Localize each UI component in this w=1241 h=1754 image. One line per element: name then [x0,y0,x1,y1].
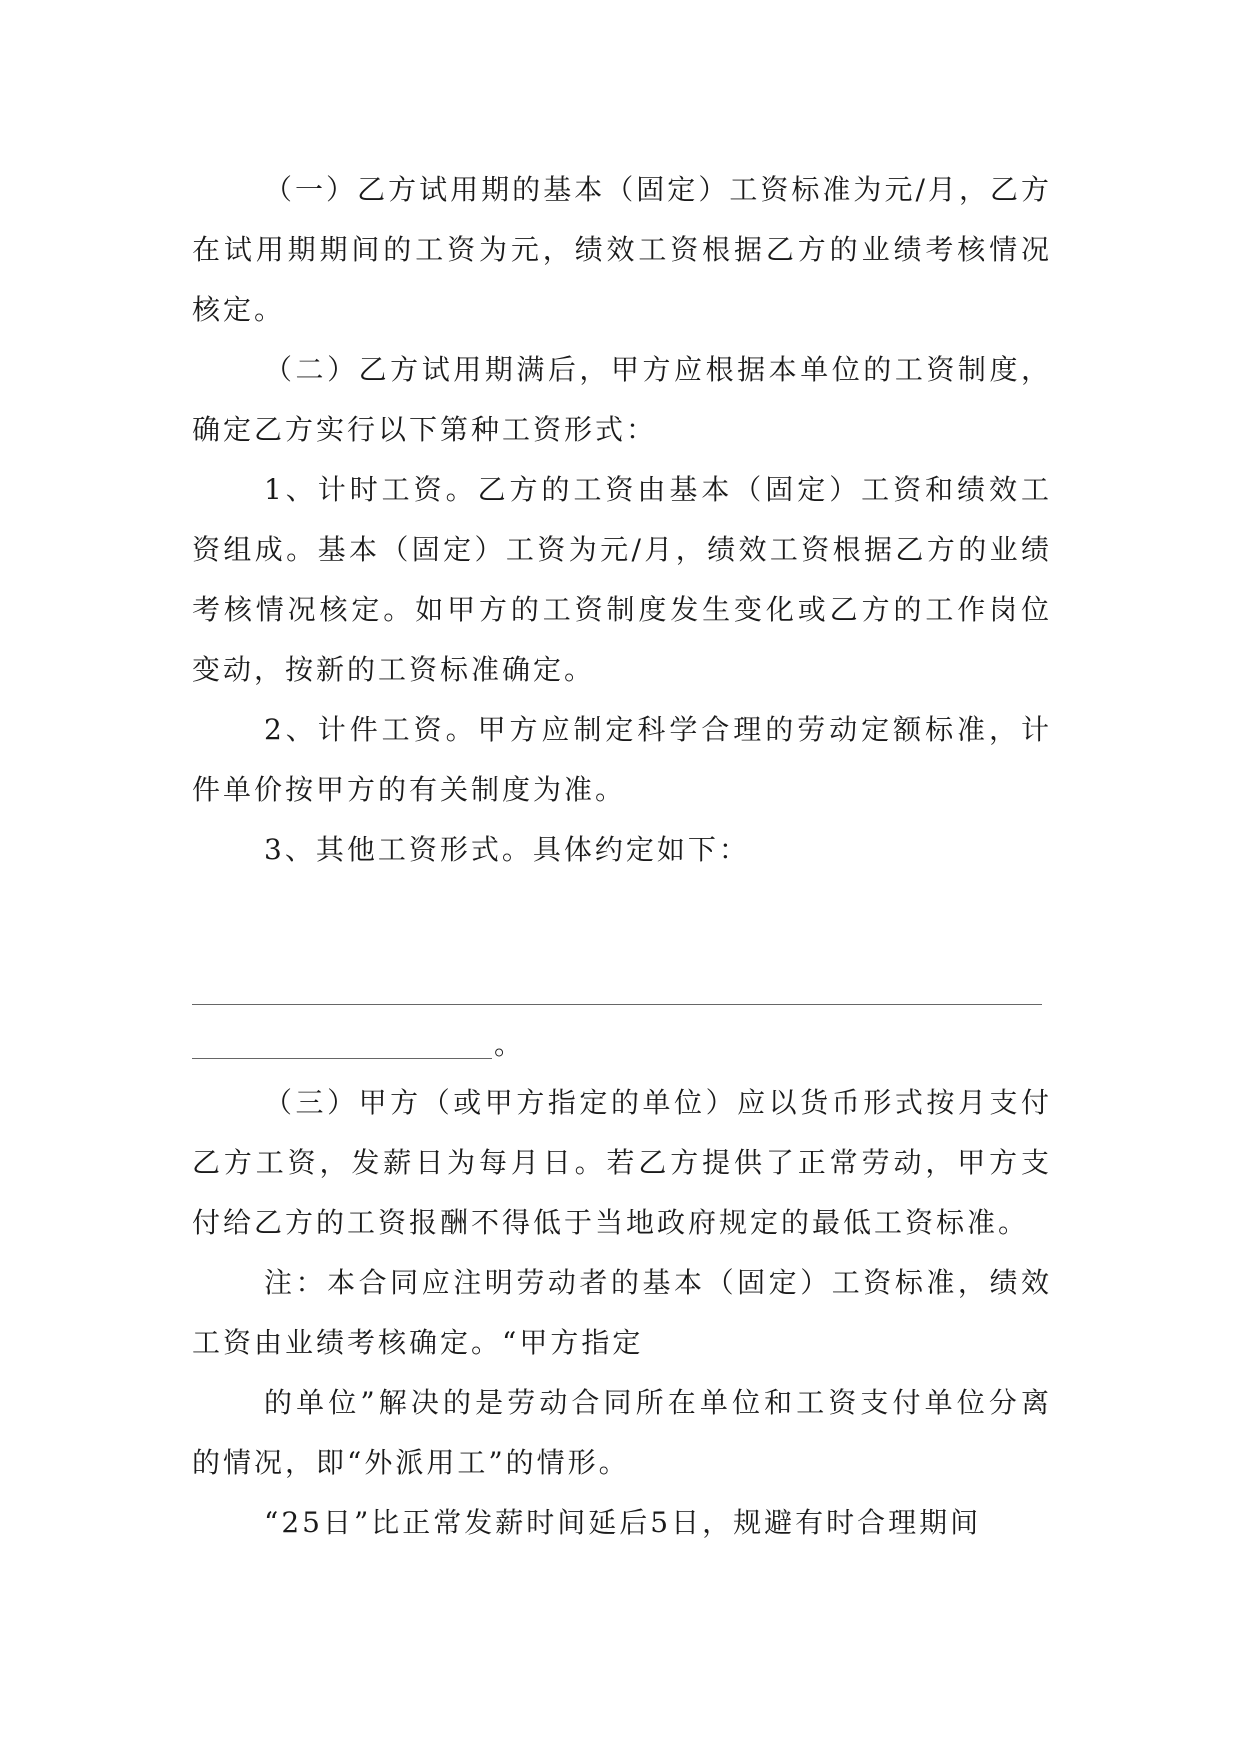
fill-in-line-period: 。 [494,1028,523,1061]
paragraph-payday: “25日”比正常发薪时间延后5日，规避有时合理期间 [264,1506,982,1539]
fill-in-line-short [192,1030,492,1059]
fill-in-line-short-row [192,1005,1052,1059]
paragraph-wage-form: （二）乙方试用期满后，甲方应根据本单位的工资制度，确定乙方实行以下第种工资形式： [192,353,1052,446]
blank-space [192,880,1052,968]
paragraph-note: 注：本合同应注明劳动者的基本（固定）工资标准，绩效工资由业绩考核确定。“甲方指定 [192,1266,1052,1359]
paragraph-probation-wage: （一）乙方试用期的基本（固定）工资标准为元/月，乙方在试用期期间的工资为元，绩效工资根据乙方的业绩考核情况核定。 [192,173,1052,326]
paragraph-time-wage: 1、计时工资。乙方的工资由基本（固定）工资和绩效工资组成。基本（固定）工资为元/月，绩效工资根据乙方的业绩考核情况核定。如甲方的工资制度发生变化或乙方的工作岗位变动，按新的工资标准确定。 [192,473,1052,686]
paragraph-note-continued: 的单位”解决的是劳动合同所在单位和工资支付单位分离的情况，即“外派用工”的情形。 [192,1386,1052,1479]
fill-in-line-full [192,976,1042,1005]
paragraph-piece-wage: 2、计件工资。甲方应制定科学合理的劳动定额标准，计件单价按甲方的有关制度为准。 [192,713,1052,806]
paragraph-other-wage: 3、其他工资形式。具体约定如下： [264,833,750,866]
document-page [192,160,1052,1553]
after-rule-section [192,1073,1052,1553]
paragraph-payment: （三）甲方（或甲方指定的单位）应以货币形式按月支付乙方工资，发薪日为每月日。若乙方提供了正常劳动，甲方支付给乙方的工资报酬不得低于当地政府规定的最低工资标准。 [192,1086,1052,1239]
